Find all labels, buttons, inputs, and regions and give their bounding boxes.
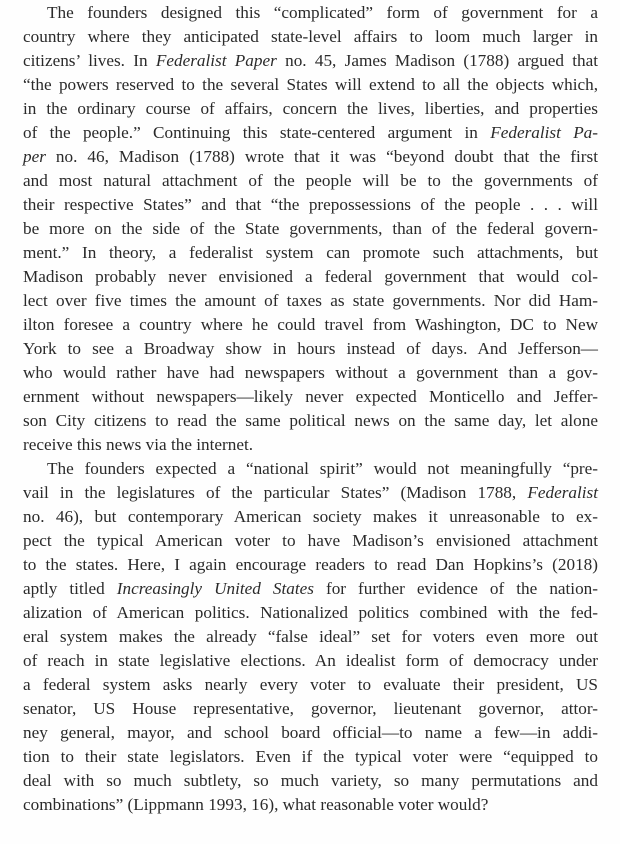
text-line bbox=[23, 793, 598, 817]
text-run: no. 45, James Madison (1788) argued that bbox=[276, 51, 598, 70]
text-line bbox=[23, 745, 598, 769]
text-run: ney general, mayor, and school board official—to name a few—in addi- bbox=[23, 723, 598, 742]
text-line bbox=[23, 25, 598, 49]
text-line bbox=[23, 721, 598, 745]
text-run: ment.” In theory, a federalist system can promote such attachments, but bbox=[23, 243, 598, 262]
text-line bbox=[23, 73, 598, 97]
text-run: Madison probably never envisioned a federal government that would col- bbox=[23, 267, 598, 286]
italic-title: Federalist bbox=[527, 483, 598, 502]
text-run: lect over five times the amount of taxes as state governments. Nor did Ham- bbox=[23, 291, 598, 310]
body-text bbox=[23, 1, 598, 817]
text-line bbox=[23, 385, 598, 409]
text-run: who would rather have had newspapers without a government than a gov- bbox=[23, 363, 598, 382]
text-line bbox=[23, 337, 598, 361]
text-line bbox=[23, 529, 598, 553]
text-line bbox=[23, 49, 598, 73]
text-line bbox=[23, 649, 598, 673]
text-run: and most natural attachment of the people will be to the governments of bbox=[23, 171, 598, 190]
paragraph bbox=[23, 1, 598, 457]
text-run: ilton foresee a country where he could travel from Washington, DC to New bbox=[23, 315, 598, 334]
text-line bbox=[23, 241, 598, 265]
text-run: eral system makes the already “false ideal” set for voters even more out bbox=[23, 627, 598, 646]
text-run: of reach in state legislative elections. An idealist form of democracy under bbox=[23, 651, 598, 670]
text-run: in the ordinary course of affairs, concern the lives, liberties, and properties bbox=[23, 99, 598, 118]
text-line bbox=[23, 625, 598, 649]
text-line bbox=[23, 169, 598, 193]
italic-title: per bbox=[23, 147, 46, 166]
text-run: be more on the side of the State governments, than of the federal govern- bbox=[23, 219, 598, 238]
text-line bbox=[23, 577, 598, 601]
text-line bbox=[23, 457, 598, 481]
text-line bbox=[23, 601, 598, 625]
paragraph bbox=[23, 457, 598, 817]
text-run: a federal system asks nearly every voter to evaluate their president, US bbox=[23, 675, 598, 694]
text-line bbox=[23, 121, 598, 145]
text-line bbox=[23, 433, 598, 457]
text-run: aptly titled bbox=[23, 579, 117, 598]
italic-title: Federalist Pa- bbox=[490, 123, 599, 142]
text-line bbox=[23, 409, 598, 433]
text-run: senator, US House representative, governor, lieutenant governor, attor- bbox=[23, 699, 598, 718]
text-run: ernment without newspapers—likely never expected Monticello and Jeffer- bbox=[23, 387, 598, 406]
text-line bbox=[23, 289, 598, 313]
text-run: “the powers reserved to the several States will extend to all the objects which, bbox=[23, 75, 598, 94]
text-run: citizens’ lives. In bbox=[23, 51, 156, 70]
text-run: their respective States” and that “the prepossessions of the people . . . will bbox=[23, 195, 598, 214]
text-run: combinations” (Lippmann 1993, 16), what reasonable voter would? bbox=[23, 795, 489, 814]
text-line bbox=[23, 505, 598, 529]
text-run: no. 46), but contemporary American society makes it unreasonable to ex- bbox=[23, 507, 598, 526]
text-run: to the states. Here, I again encourage readers to read Dan Hopkins’s (2018) bbox=[23, 555, 598, 574]
text-line bbox=[23, 217, 598, 241]
text-run: for further evidence of the nation- bbox=[313, 579, 598, 598]
text-line bbox=[23, 97, 598, 121]
text-run: son City citizens to read the same political news on the same day, let alone bbox=[23, 411, 598, 430]
italic-title: Increasingly United States bbox=[116, 579, 314, 598]
text-line bbox=[23, 193, 598, 217]
text-line bbox=[23, 313, 598, 337]
text-run: tion to their state legislators. Even if the typical voter were “equipped to bbox=[23, 747, 598, 766]
text-line bbox=[23, 697, 598, 721]
text-run: alization of American politics. Nationalized politics combined with the fed- bbox=[23, 603, 598, 622]
text-run: pect the typical American voter to have Madison’s envisioned attachment bbox=[23, 531, 598, 550]
text-line bbox=[23, 361, 598, 385]
text-run: receive this news via the internet. bbox=[23, 435, 254, 454]
text-run: of the people.” Continuing this state-centered argument in bbox=[23, 123, 491, 142]
text-line bbox=[23, 769, 598, 793]
text-run: vail in the legislatures of the particular States” (Madison 1788, bbox=[23, 483, 528, 502]
text-run: deal with so much subtlety, so much variety, so many permutations and bbox=[23, 771, 598, 790]
text-line bbox=[23, 481, 598, 505]
text-run: country where they anticipated state-level affairs to loom much larger in bbox=[23, 27, 598, 46]
text-line bbox=[23, 265, 598, 289]
text-run: York to see a Broadway show in hours instead of days. And Jefferson— bbox=[23, 339, 598, 358]
text-line bbox=[23, 145, 598, 169]
text-line bbox=[23, 1, 598, 25]
italic-title: Federalist Paper bbox=[155, 51, 277, 70]
text-run: The founders designed this “complicated” form of government for a bbox=[47, 3, 598, 22]
text-line bbox=[23, 673, 598, 697]
text-line bbox=[23, 553, 598, 577]
text-run: no. 46, Madison (1788) wrote that it was “beyond doubt that the first bbox=[45, 147, 598, 166]
text-run: The founders expected a “national spirit” would not meaningfully “pre- bbox=[47, 459, 598, 478]
